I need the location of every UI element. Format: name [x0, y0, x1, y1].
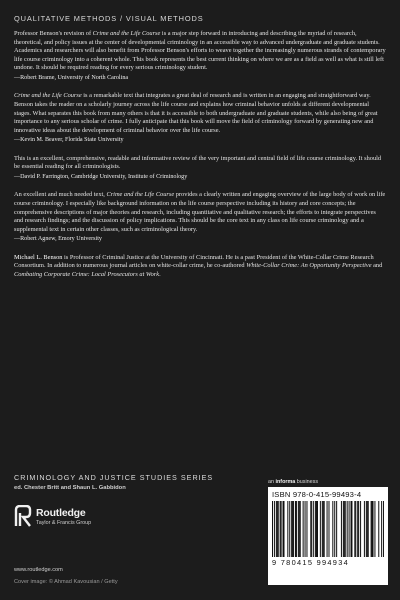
barcode-bar [277, 501, 278, 557]
barcode-bar [355, 501, 356, 557]
barcode-bar [373, 501, 374, 557]
barcode-bar [295, 501, 296, 557]
barcode-bar [371, 501, 372, 557]
publisher-name: Routledge [36, 506, 86, 519]
barcode-bar [305, 501, 306, 557]
publisher-url: www.routledge.com [14, 567, 63, 573]
endorsement-agnew [14, 191, 386, 243]
barcode-bar [328, 501, 329, 557]
cover-image-credit: Cover image: © Ahmad Kavousian / Getty [14, 579, 118, 585]
barcode-bar [289, 501, 290, 557]
barcode-bar [291, 501, 292, 557]
barcode-bar [320, 501, 321, 557]
barcode-bar [347, 501, 348, 557]
barcode-bar [364, 501, 365, 557]
endorsement-text: Professor Benson's revision of Crime and the Life Course is a major step forward in introducing and describing the myriad of research, theoretical, and policy issues at the center of developmental criminology in an accessible way to advanced undergraduate and graduate students. Academics and researchers will also benefit from Professor Benson's efforts to weave together the increasingly numerous strands of contemporary life course criminology into a coherent whole. This book represents the best current thinking on where we are as a field as well as what is still left undone. It should be required reading for every serious criminology student. [14, 30, 386, 72]
barcode-bar [274, 501, 275, 557]
barcode-bar [280, 501, 281, 557]
publisher-logo [14, 505, 91, 527]
barcode-bar [303, 501, 304, 557]
endorsement-attribution: —Robert Brame, University of North Carolina [14, 74, 129, 81]
barcode-bar [332, 501, 333, 557]
endorsement-farrington [14, 155, 386, 182]
endorsement-beaver [14, 92, 386, 144]
endorsement-brame [14, 30, 386, 82]
endorsement-text: Crime and the Life Course is a remarkable text that integrates a great deal of research and is written in an engaging and straightforward way. Benson takes the reader on a scholarly journey across the life course and explains how criminal behavior unfolds at different developmental stages. What separates this book from many others is that it is accessible to both undergraduate and graduate students, while also being of great importance to any serious scholar of crime. I fully anticipate that this book will move the field of criminology forward by generating new and innovative ideas about the development of criminal behavior over the life course. [14, 92, 378, 134]
informa-imprint: an informa business [268, 479, 319, 485]
barcode-bar [313, 501, 314, 557]
barcode-bar [345, 501, 346, 557]
subject-category: QUALITATIVE METHODS / VISUAL METHODS [14, 14, 204, 23]
series-info [14, 473, 213, 491]
isbn-barcode-panel [268, 487, 388, 585]
barcode-bar [349, 501, 350, 557]
barcode-bar [281, 501, 282, 557]
barcode-bar [322, 501, 323, 557]
barcode-bar [316, 501, 317, 557]
barcode-bar [298, 501, 299, 557]
barcode-bar [358, 501, 359, 557]
barcode-digits: 9 780415 994934 [272, 558, 350, 567]
barcode-bar [272, 501, 273, 557]
barcode-bar [368, 501, 369, 557]
endorsement-attribution: —David P. Farrington, Cambridge University, Institute of Criminology [14, 173, 188, 180]
barcode-bar [315, 501, 316, 557]
barcode-bar [296, 501, 297, 557]
publisher-group: Taylor & Francis Group [36, 519, 92, 526]
barcode-bar [317, 501, 318, 557]
barcode-bar [306, 501, 307, 557]
barcode-icon [272, 501, 384, 557]
barcode-bar [383, 501, 384, 557]
barcode-bar [327, 501, 328, 557]
barcode-bar [351, 501, 352, 557]
barcode-bar [378, 501, 379, 557]
barcode-bar [341, 501, 342, 557]
barcode-bar [283, 501, 284, 557]
barcode-bar [292, 501, 293, 557]
endorsement-text: This is an excellent, comprehensive, readable and informative review of the very important and central field of life course criminology. It should be essential reading for all criminologists. [14, 154, 382, 171]
barcode-bar [278, 501, 279, 557]
barcode-bar [343, 501, 344, 557]
barcode-bar [381, 501, 382, 557]
book-title: Combating Corporate Crime: Local Prosecutors at Work [14, 270, 160, 278]
barcode-bar [367, 501, 368, 557]
author-name: Michael L. Benson [14, 253, 63, 261]
series-title: CRIMINOLOGY AND JUSTICE STUDIES SERIES [14, 473, 214, 482]
barcode-bar [300, 501, 301, 557]
isbn-label: ISBN 978-0-415-99493-4 [272, 490, 362, 499]
barcode-bar [323, 501, 324, 557]
barcode-bar [351, 501, 352, 557]
barcode-bar [374, 501, 375, 557]
barcode-bar [372, 501, 373, 557]
endorsements [14, 30, 386, 280]
barcode-bar [310, 501, 311, 557]
barcode-bar [293, 501, 294, 557]
barcode-bar [311, 501, 312, 557]
barcode-bar [360, 501, 361, 557]
barcode-bar [287, 501, 288, 557]
barcode-bar [366, 501, 367, 557]
endorsement-text: An excellent and much needed text, Crime and the Life Course provides a clearly written and engaging overview of the large body of work on life course criminology. I especially like background information on the life course perspective including its history and core concepts; the comprehensive descriptions of major theories and research, including quantitative and qualitative research; the efforts to integrate perspectives and research findings; and the discussion of policy implications. This should be the core text in any class on life course criminology and a supplemental text in certain other classes, such as criminological theory. [14, 191, 386, 233]
series-editors: ed. Chester Britt and Shaun L. Gabbidon [14, 485, 126, 491]
barcode-bar [336, 501, 337, 557]
book-title: White-Collar Crime: An Opportunity Perspective [246, 262, 372, 270]
barcode-bar [344, 501, 345, 557]
barcode-bar [283, 501, 284, 557]
endorsement-attribution: —Kevin M. Beaver, Florida State University [14, 137, 124, 144]
barcode-bar [357, 501, 358, 557]
barcode-bar [354, 501, 355, 557]
routledge-logo-icon [14, 505, 32, 527]
barcode-bar [276, 501, 277, 557]
author-bio: Michael L. Benson is Professor of Criminal Justice at the University of Cincinnati. He is a past President of the White-Collar Crime Research Consortium. In addition to numerous journal articles on white-collar crime, he co-authored White-Collar Crime: An Opportunity Perspective and Combating Corporate Crime: Local Prosecutors at Work. [14, 253, 383, 278]
barcode-bar [334, 501, 335, 557]
barcode-bar [324, 501, 325, 557]
barcode-bar [299, 501, 300, 557]
endorsement-attribution: —Robert Agnew, Emory University [14, 236, 102, 243]
